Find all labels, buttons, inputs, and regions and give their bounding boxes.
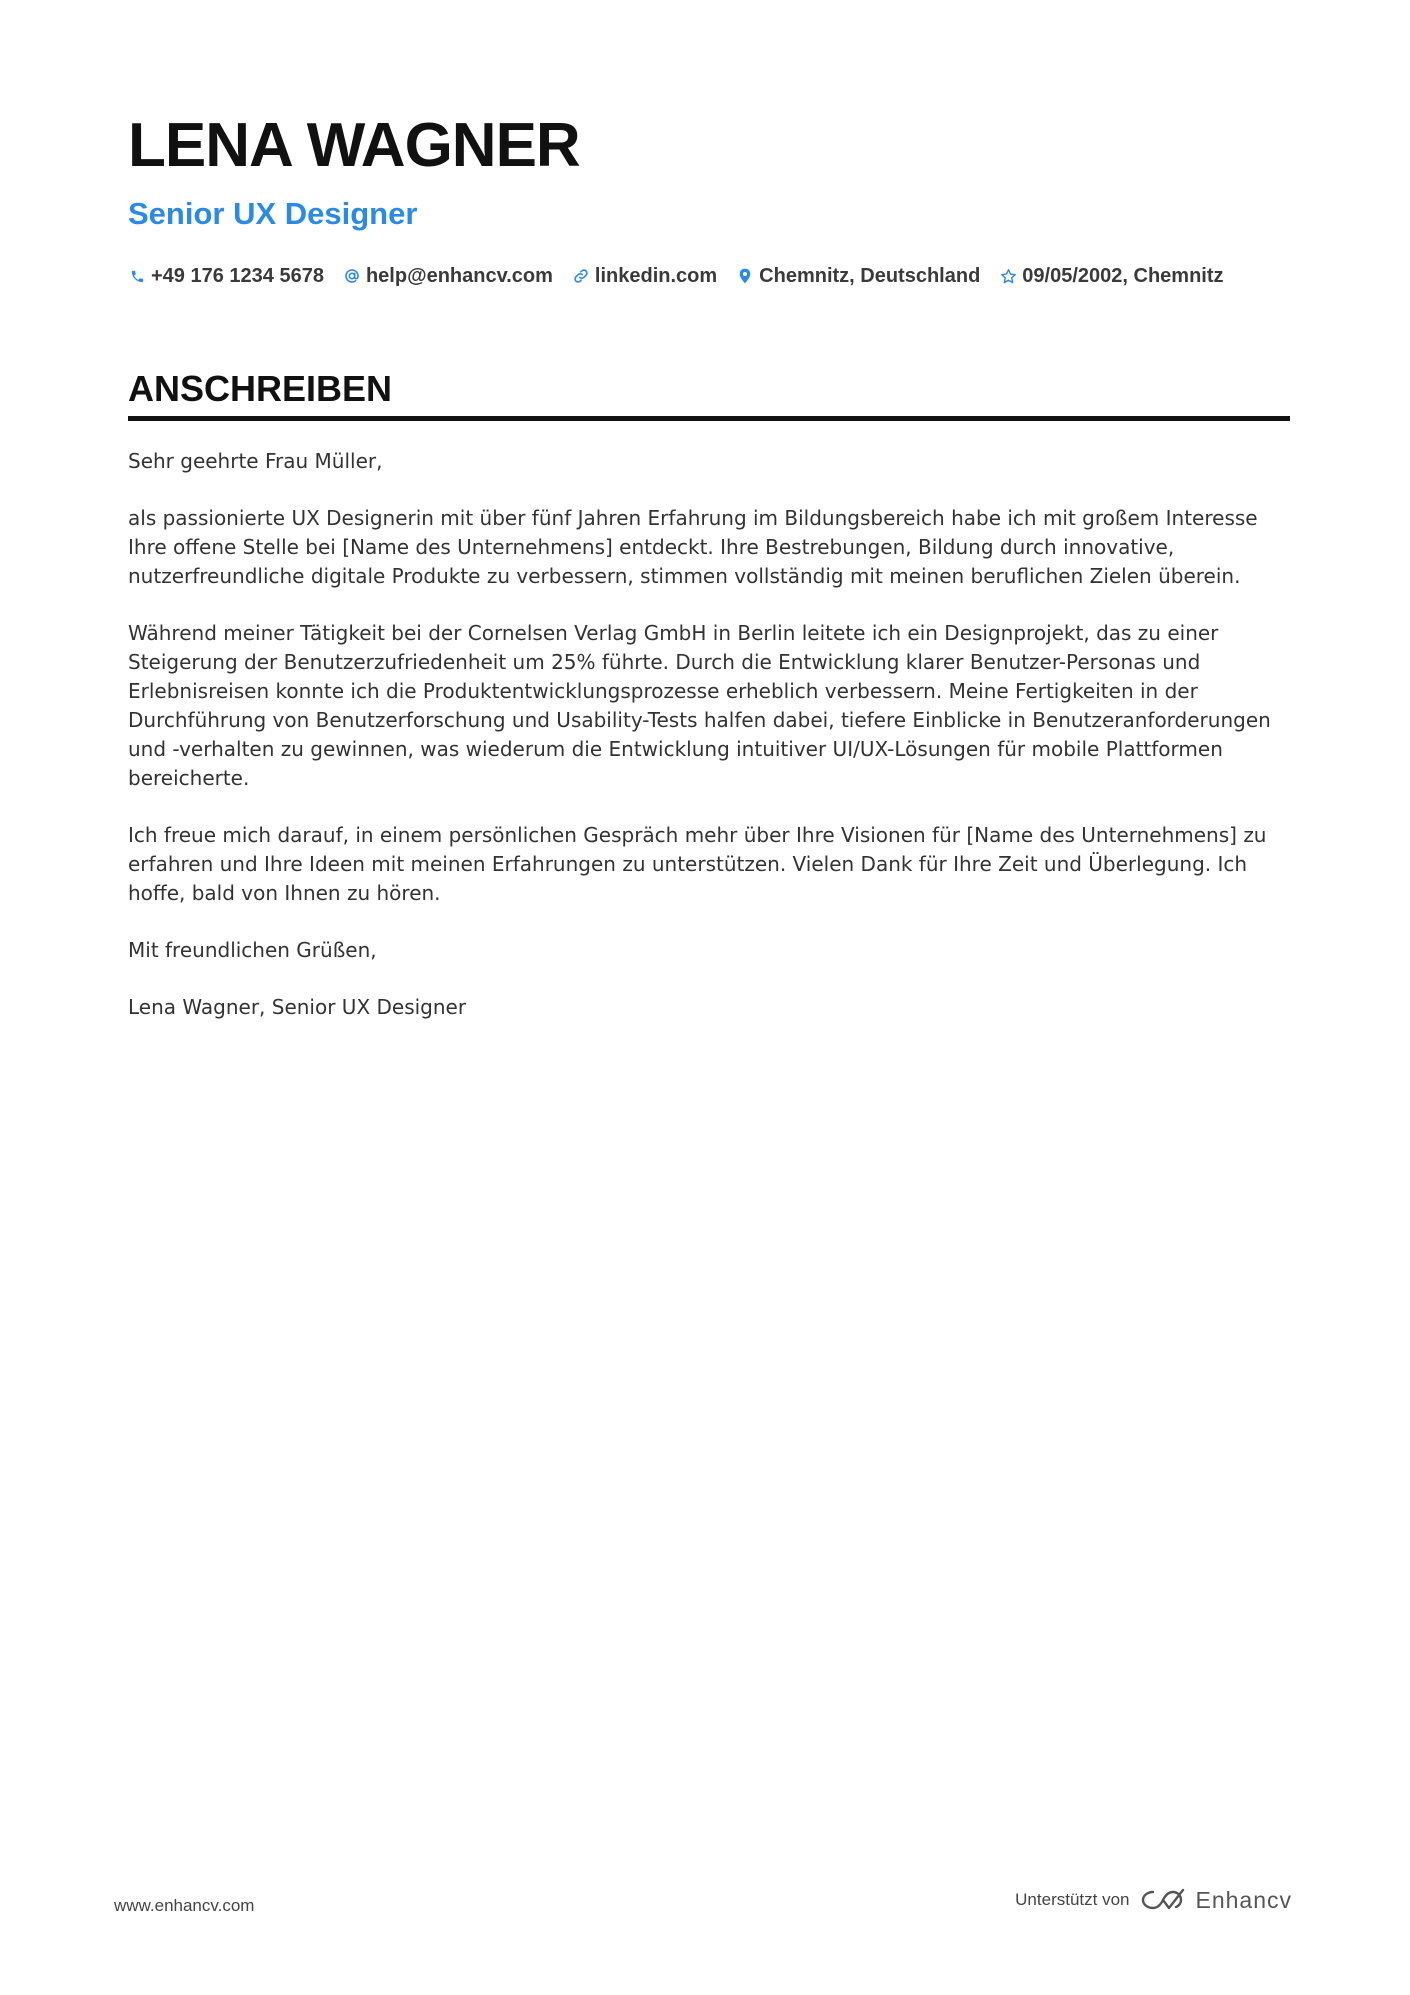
letter-salutation: Sehr geehrte Frau Müller, bbox=[128, 449, 383, 473]
brand-name: Enhancv bbox=[1195, 1887, 1292, 1913]
contact-birth bbox=[999, 262, 1223, 290]
contact-email bbox=[343, 262, 553, 290]
contact-bar bbox=[128, 262, 1290, 290]
link-icon bbox=[572, 267, 590, 285]
contact-phone bbox=[128, 262, 324, 290]
footer-branding bbox=[1015, 1886, 1292, 1914]
letter-closing: Mit freundlichen Grüßen, bbox=[128, 938, 377, 962]
section-title: ANSCHREIBEN bbox=[128, 368, 393, 409]
enhancv-logo-icon bbox=[1141, 1888, 1187, 1912]
letter-signature: Lena Wagner, Senior UX Designer bbox=[128, 995, 467, 1019]
section-divider bbox=[128, 416, 1290, 421]
candidate-name: LENA WAGNER bbox=[128, 111, 580, 180]
contact-phone-text: +49 176 1234 5678 bbox=[151, 265, 324, 287]
location-pin-icon bbox=[736, 267, 754, 285]
powered-by-text: Unterstützt von bbox=[1015, 1890, 1130, 1909]
letter-paragraph-3: Ich freue mich darauf, in einem persönlichen Gespräch mehr über Ihre Visionen für [Name des Unternehmens] zu erfahren und Ihre Ideen mit meinen Erfahrungen zu unterstützen. Vielen Dank für Ihre Zeit und Überlegung. Ich hoffe, bald von Ihnen zu hören. bbox=[128, 823, 1267, 905]
at-icon bbox=[343, 267, 361, 285]
letter-paragraph-2: Während meiner Tätigkeit bei der Cornelsen Verlag GmbH in Berlin leitete ich ein Designprojekt, das zu einer Steigerung der Benutzerzufriedenheit um 25% führte. Durch die Entwicklung klarer Benutzer-Personas und Erlebnisreisen konnte ich die Produktentwicklungsprozesse erheblich verbessern. Meine Fertigkeiten in der Durchführung von Benutzerforschung und Usability-Tests halfen dabei, tiefere Einblicke in Benutzeranforderungen und -verhalten zu gewinnen, was wiederum die Entwicklung intuitiver UI/UX-Lösungen für mobile Plattformen bereicherte. bbox=[128, 621, 1271, 790]
cover-letter-section bbox=[128, 366, 1290, 1050]
footer-website[interactable]: www.enhancv.com bbox=[114, 1896, 255, 1915]
contact-linkedin bbox=[572, 262, 717, 290]
letter-body bbox=[128, 447, 1290, 1022]
candidate-role: Senior UX Designer bbox=[128, 196, 418, 231]
contact-linkedin-text: linkedin.com bbox=[594, 265, 718, 287]
contact-location-text: Chemnitz, Deutschland bbox=[759, 265, 981, 287]
letter-paragraph-1: als passionierte UX Designerin mit über fünf Jahren Erfahrung im Bildungsbereich habe ich mit großem Interesse Ihre offene Stelle bei [Name des Unternehmens] entdeckt. Ihre Bestrebungen, Bildung durch innovative, nutzerfreundliche digitale Produkte zu verbessern, stimmen vollständig mit meinen beruflichen Zielen überein. bbox=[128, 506, 1258, 588]
phone-icon bbox=[128, 267, 146, 285]
header bbox=[128, 108, 1290, 290]
contact-birth-text: 09/05/2002, Chemnitz bbox=[1022, 265, 1224, 287]
star-icon bbox=[999, 267, 1017, 285]
contact-email-text: help@enhancv.com bbox=[365, 265, 553, 287]
contact-location bbox=[736, 262, 980, 290]
